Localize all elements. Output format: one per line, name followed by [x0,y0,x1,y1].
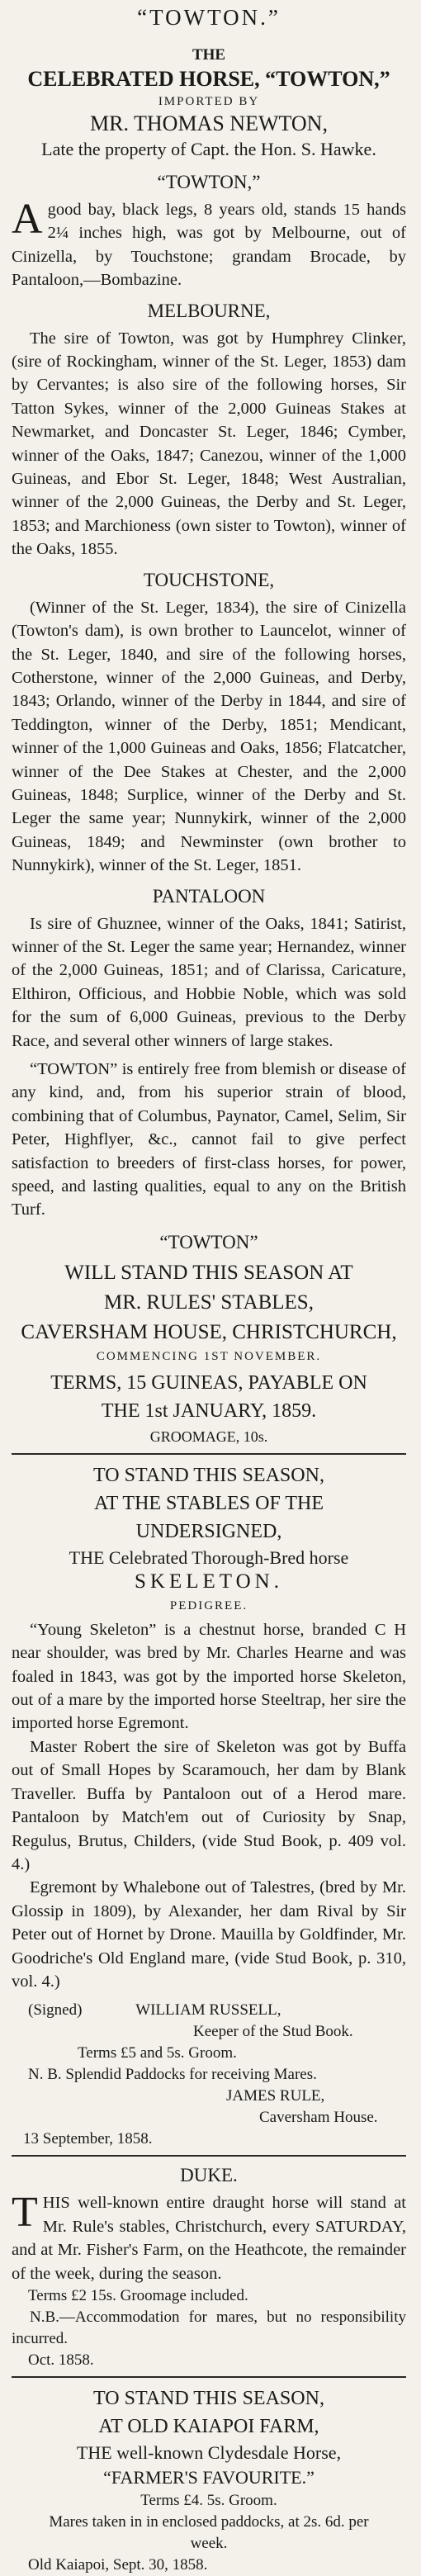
divider [12,1453,406,1455]
celebrated-line: THE Celebrated Thorough-Bred horse [69,1546,349,1568]
farmer-mares: Mares taken in in enclosed paddocks, at 2s. 6d. per week. [49,2512,369,2552]
skeleton-line-3: UNDERSIGNED, [135,1520,282,1542]
divider [12,2155,406,2157]
farmer-date: Old Kaiapoi, Sept. 30, 1858. [28,2555,208,2574]
towton-free-paragraph: “TOWTON” is entirely free from blemish or disease of any kind, and, from his superior strain of blood, combining that of Columbus, Paynator, Camel, Selim, Sir Peter, Highflyer, &c., cannot fail to give perfect satisfaction to breeders of first-class horses, for power, speed, and lasting qualities, equal to any on the British Turf. [12,1060,406,1219]
the-label: THE [192,46,226,64]
terms-line-1: TERMS, 15 GUINEAS, PAYABLE ON [50,1371,367,1394]
stand-title: “TOWTON” [159,1231,258,1252]
skeleton-terms: Terms £5 and 5s. Groom. [78,2044,237,2062]
farmer-advertisement [12,2384,406,2576]
farmer-line-2: AT OLD KAIAPOI FARM, [98,2415,319,2437]
importer-name: MR. THOMAS NEWTON, [90,111,328,135]
owner-name: JAMES RULE, [226,2087,325,2105]
farmer-line-1: TO STAND THIS SEASON, [93,2387,324,2409]
stand-line-2: MR. RULES' STABLES, [104,1290,314,1314]
duke-nb: N.B.—Accommodation for mares, but no responsibility incurred. [12,2308,406,2347]
groomage-line: GROOMAGE, 10s. [149,1428,268,1445]
horse-title: CELEBRATED HORSE, “TOWTON,” [27,67,390,91]
skeleton-nb: N. B. Splendid Paddocks for receiving Mares. [28,2066,317,2084]
skeleton-name: SKELETON. [135,1570,283,1593]
towton-advertisement [12,3,406,1448]
skeleton-advertisement [12,1461,406,2151]
touchstone-paragraph: (Winner of the St. Leger, 1834), the sire of Cinizella (Towton's dam), is own brother to Launcelot, winner of the St. Leger, 1840, and sire of the following horses, Cotherstone, winner of the 2,000 Guineas, and Derby, 1843; Orlando, winner of the Derby in 1844, and sire of Teddington, winner of the Derby, 1851; Mendicant, winner of the 1,000 Guineas and Oaks, 1856; Flatcatcher, winner of the Dee Stakes at Chester, and the 2,000 Guineas, 1848; Surplice, winner of the Derby and St. Leger the same year; Nunnykirk, winner of the 2,000 Guineas, 1849; and Newminster (own brother to Nunnykirk), winner of the St. Leger, 1851. [12,598,406,875]
stand-line-1: WILL STAND THIS SEASON AT [64,1261,353,1284]
farmer-line-4: “FARMER'S FAVOURITE.” [103,2466,315,2488]
skeleton-line-1: TO STAND THIS SEASON, [93,1464,324,1486]
masthead-title: “TOWTON.” [137,5,281,30]
duke-paragraph: THIS well-known entire draught horse will stand at Mr. Rule's stables, Christchurch, every SATURDAY, and at Mr. Fisher's Farm, on the Heathcote, the remainder of the week, during the season. [12,2189,406,2283]
duke-title: DUKE. [180,2165,238,2186]
stand-line-3: CAVERSHAM HOUSE, CHRISTCHURCH, [21,1320,397,1343]
divider [12,2376,406,2378]
imported-by-label: IMPORTED BY [158,95,260,108]
melbourne-paragraph: The sire of Towton, was got by Humphrey Clinker, (sire of Rockingham, winner of the St. Leger, 1853) dam by Cervantes; is also sire of the following horses, Sir Tatton Sykes, winner of the 2,000 Guineas Stakes at Newmarket, and Doncaster St. Leger, 1846; Cymber, winner of the Oaks, 1847; Canezou, winner of the 1,000 Guineas, and Ebor St. Leger, 1848; West Australian, winner of the 2,000 Guineas, the Derby and St. Leger, 1853; and Marchioness (own sister to Towton), winner of the Oaks, 1855. [12,329,406,559]
signer-role: Keeper of the Stud Book. [193,2023,353,2041]
terms-line-2: THE 1st JANUARY, 1859. [101,1399,317,1422]
pantaloon-paragraph: Is sire of Ghuznee, winner of the Oaks, 1841; Satirist, winner of the St. Leger the same year; Hernandez, winner of the 2,000 Guineas, 1851; and of Clarissa, Caricature, Elthiron, Officious, and Hobbie Noble, which was sold for the sum of 6,000 Guineas, previous to the Derby Race, and several other winners of large stakes. [12,914,406,1050]
duke-terms: Terms £2 15s. Groomage included. [28,2286,248,2304]
farmer-line-3: THE well-known Clydesdale Horse, [76,2441,342,2463]
signer-name: WILLIAM RUSSELL, [135,2001,281,2020]
towton-subtitle: “TOWTON,” [157,172,261,192]
signed-label: (Signed) [28,2001,83,2020]
owner-place: Caversham House. [259,2109,378,2127]
skeleton-paragraph-3: Egremont by Whalebone out of Talestres, (bred by Mr. Glossip in 1809), by Alexander, her dam Rival by Sir Peter out of Hornet by Drone. Mauilla by Goldfinder, Mr. Goodriche's Old England mare, (vide Stud Book, p. 310, vol. 4.) [12,1878,406,1991]
pedigree-label: PEDIGREE. [169,1598,248,1612]
commencing-line: COMMENCING 1ST NOVEMBER. [96,1349,322,1363]
duke-advertisement [12,2163,406,2371]
towton-description: Agood bay, black legs, 8 years old, stands 15 hands 2¼ inches high, was got by Melbourne, out of Cinizella, by Touchstone; grandam Brocade, by Pantaloon,—Bombazine. [12,196,406,290]
skeleton-line-2: AT THE STABLES OF THE [93,1492,324,1514]
duke-date: Oct. 1858. [28,2351,94,2369]
skeleton-paragraph-1: “Young Skeleton” is a chestnut horse, branded C H near shoulder, was bred by Mr. Charles Hearne and was foaled in 1843, was got by the imported horse Skeleton, out of a mare by the imported horse Steeltrap, her sire the imported horse Egremont. [12,1620,406,1733]
skeleton-date: 13 September, 1858. [23,2130,153,2148]
pantaloon-heading: PANTALOON [152,885,266,907]
late-property-line: Late the property of Capt. the Hon. S. Hawke. [41,139,376,159]
melbourne-heading: MELBOURNE, [147,300,271,321]
signature-line [12,2000,406,2021]
farmer-terms: Terms £4. 5s. Groom. [140,2491,277,2509]
touchstone-heading: TOUCHSTONE, [143,569,275,590]
skeleton-paragraph-2: Master Robert the sire of Skeleton was got by Buffa out of Small Hopes by Scaramouch, her dam by Blank Traveller. Buffa by Pantaloon out of a Herod mare. Pantaloon by Match'em out of Curiosity by Snap, Regulus, Brutus, Childers, (vide Stud Book, p. 409 vol. 4.) [12,1737,406,1873]
